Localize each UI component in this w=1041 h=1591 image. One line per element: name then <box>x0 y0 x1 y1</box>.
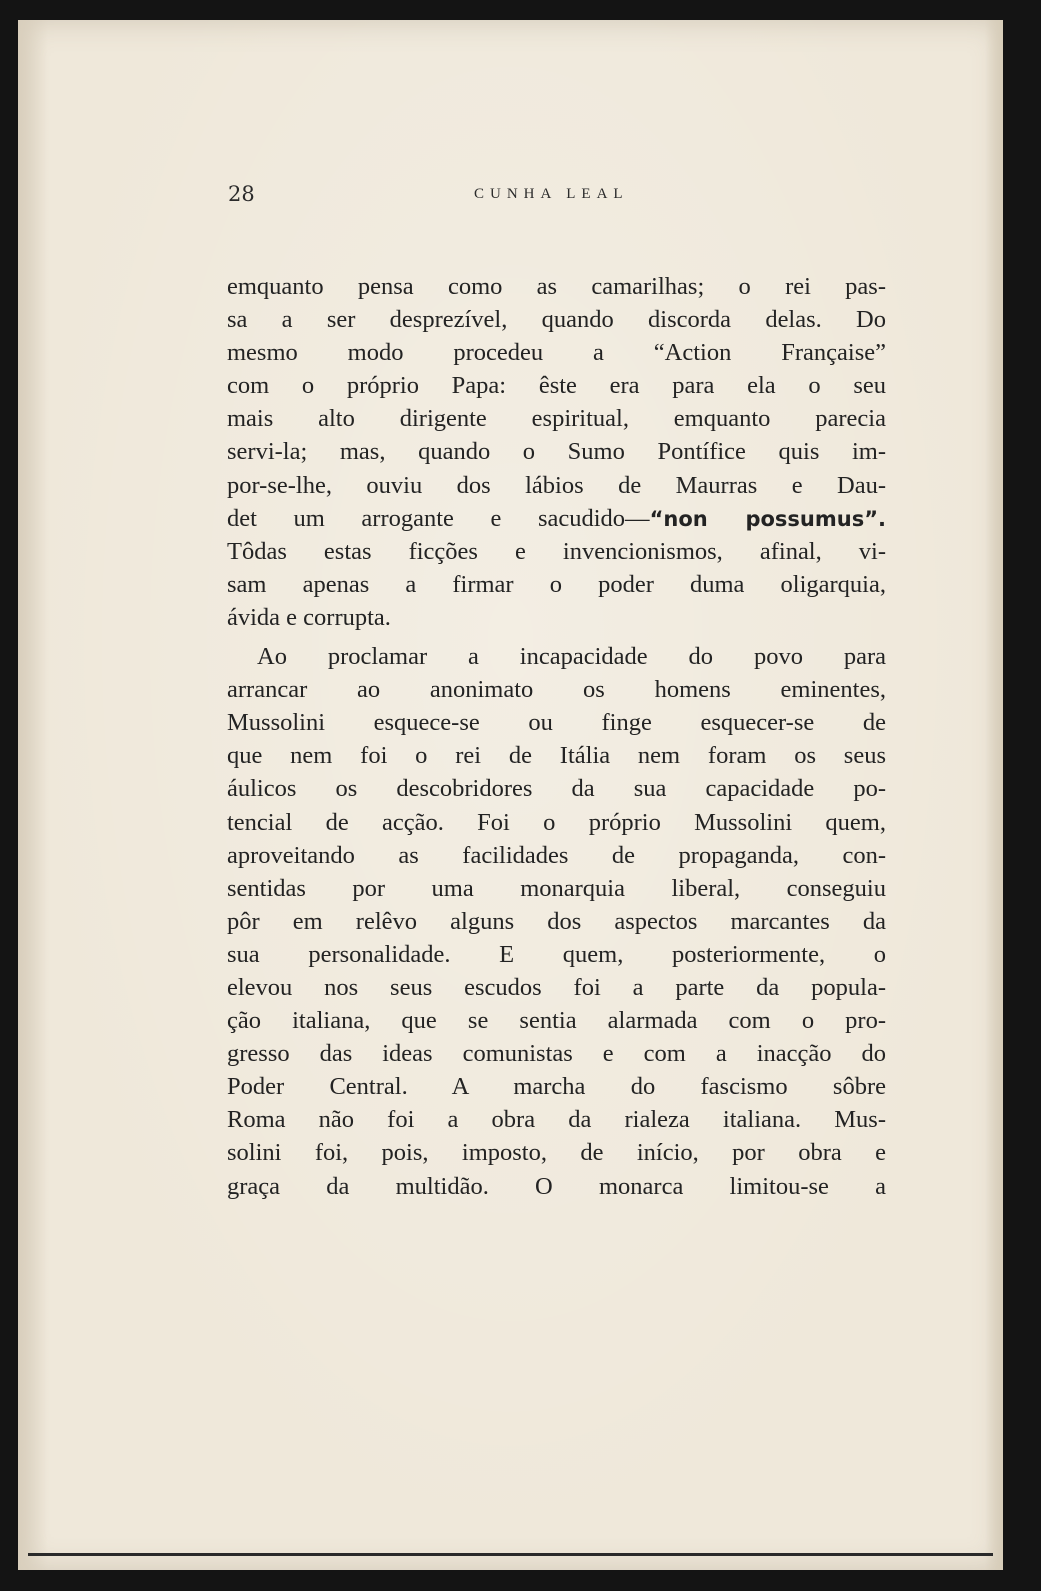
text-line: com o próprio Papa: êste era para ela o seu <box>227 372 886 400</box>
text-segment: det um arrogante e sacudido— <box>227 504 650 532</box>
text-line: emquanto pensa como as camarilhas; o rei pas- <box>227 273 886 300</box>
text-line: servi-la; mas, quando o Sumo Pontífice quis im- <box>227 438 886 466</box>
paragraph-2 <box>227 640 886 1203</box>
text-line: Poder Central. A marcha do fascismo sôbre <box>227 1073 886 1101</box>
bottom-border-line <box>28 1553 993 1556</box>
text-line: Ao proclamar a incapacidade do povo para <box>257 643 886 671</box>
text-line: graça da multidão. O monarca limitou-se a <box>227 1172 886 1200</box>
bold-latin-quote: “non possumus”. <box>649 506 886 531</box>
text-line: sentidas por uma monarquia liberal, conseguiu <box>227 874 886 902</box>
text-line: Mussolini esquece-se ou finge esquecer-se de <box>227 709 886 737</box>
text-line: solini foi, pois, imposto, de início, por obra e <box>227 1139 886 1167</box>
text-line: mais alto dirigente espiritual, emquanto parecia <box>227 405 886 433</box>
text-line-with-quote <box>227 502 886 535</box>
body-text <box>227 270 886 1203</box>
text-line: por-se-lhe, ouviu dos lábios de Maurras e Dau- <box>227 471 886 499</box>
text-line: que nem foi o rei de Itália nem foram os seus <box>227 742 886 770</box>
text-line: sam apenas a firmar o poder duma oligarquia, <box>227 570 886 598</box>
paragraph-1 <box>227 270 886 634</box>
text-line: ávida e corrupta. <box>227 603 391 631</box>
page-number: 28 <box>228 182 255 206</box>
text-line: elevou nos seus escudos foi a parte da popula- <box>227 973 886 1001</box>
text-line: sua personalidade. E quem, posteriormente, o <box>227 940 886 968</box>
text-line: arrancar ao anonimato os homens eminentes, <box>227 676 886 704</box>
text-line: tencial de acção. Foi o próprio Mussolini quem, <box>227 808 886 836</box>
text-line: ção italiana, que se sentia alarmada com o pro- <box>227 1007 886 1035</box>
text-line: Roma não foi a obra da rialeza italiana. Mus- <box>227 1106 886 1134</box>
running-head: CUNHA LEAL <box>474 186 629 202</box>
text-line: mesmo modo procedeu a “Action Française” <box>227 339 886 367</box>
text-line: sa a ser desprezível, quando discorda delas. Do <box>227 306 886 334</box>
text-line: gresso das ideas comunistas e com a inacção do <box>227 1040 886 1068</box>
page-shadow-left <box>18 20 48 1570</box>
page-header <box>228 182 888 222</box>
page-shadow-right <box>985 20 1003 1570</box>
text-line: aproveitando as facilidades de propaganda, con- <box>227 841 886 869</box>
text-line: Tôdas estas ficções e invencionismos, afinal, vi- <box>227 537 886 565</box>
text-line: áulicos os descobridores da sua capacidade po- <box>227 775 886 803</box>
text-line: pôr em relêvo alguns dos aspectos marcantes da <box>227 907 886 935</box>
